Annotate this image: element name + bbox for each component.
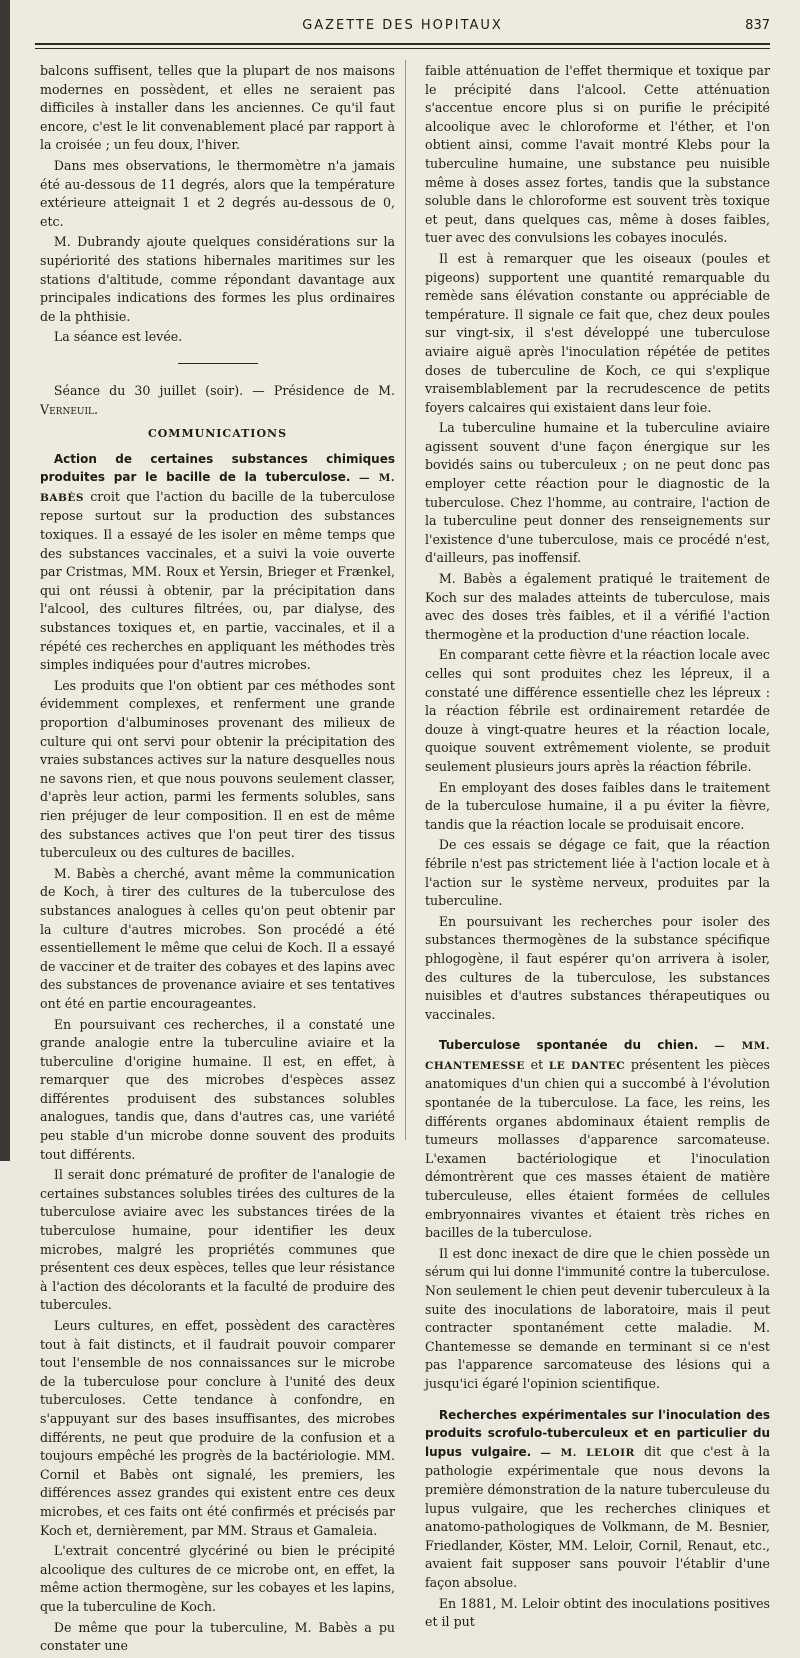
paragraph-text: présentent les pièces anatomiques d'un chien qui a succombé à l'évolution spontanée de la tuberculose. La face, les reins, les différents organes abdominaux étaient remplis de tumeurs mollasses d'apparence sarcomateuse. L'examen bactériologique et l'inoculation démontrèrent que ces masses étaient de matière tuberculeuse, elles étaient formées de cellules embryonnaires vivantes et étaient très riches en bacilles de la tuberculose. [425, 1056, 770, 1241]
article-lead-paragraph [425, 1036, 770, 1243]
paragraph: faible atténuation de l'effet thermique et toxique par le précipité dans l'alcool. Cette atténuation s'accentue encore plus si on purifie le précipité alcoolique avec le chloroforme et l'éther, et l'on obtient ainsi, comme l'avait montré Klebs pour la tuberculine humaine, une substance peu nuisible même à doses assez fortes, tandis que la substance soluble dans le chloroforme est souvent très toxique et peut, dans quelques cas, même à doses faibles, tuer avec des convulsions les cobayes inoculés. [425, 63, 770, 246]
section-heading: COMMUNICATIONS [147, 427, 288, 441]
column-divider [405, 60, 406, 1140]
running-title: GAZETTE DES HOPITAUX [302, 18, 503, 33]
paragraph: Leurs cultures, en effet, possèdent des caractères tout à fait distincts, et il faudrait pouvoir comparer tout l'ensemble de nos connaissances sur le microbe de la tuberculose pour conclure à l'unité des deux tuberculoses. Cette tendance à confondre, en s'appuyant sur des bases insuffisantes, des microbes différents, ne peut que produire de la confusion et a toujours empêché les progrès de la bactériologie. MM. Cornil et Babès ont signalé, les premiers, les différences assez grandes qui existent entre ces deux microbes, et ces faits ont été confirmés et précisés par Koch et, dernièrement, par MM. Straus et Gamaleia. [40, 1318, 395, 1538]
paragraph-text: croit que l'action du bacille de la tuberculose repose surtout sur la production des substances toxiques. Il a essayé de les isoler en même temps que des substances vaccinales, et a suivi la voie ouverte par Cristmas, MM. Roux et Yersin, Brieger et Frænkel, qui ont réussi à obtenir, par la précipitation dans l'alcool, des cultures filtrées, ou, par dialyse, des substances toxiques et, en partie, vaccinales, et il a répété ces recherches en appliquant les méthodes très simples indiquées pour d'autres microbes. [40, 488, 395, 673]
page-header [35, 18, 770, 40]
session-line [40, 382, 395, 419]
article-title: Recherches expérimentales sur l'inoculation des produits scrofulo-tuberculeux et en particulier du lupus vulgaire. [425, 1407, 770, 1459]
article-lead-paragraph [40, 450, 395, 675]
article-title: Tuberculose spontanée du chien. [438, 1038, 699, 1053]
article-title: Action de certaines substances chimiques produites par le bacille de la tuberculose. [40, 451, 395, 485]
article-author: — MM. CHANTEMESSE [425, 1040, 770, 1072]
article-author: — M. BABÈS [40, 472, 396, 504]
left-column [40, 62, 395, 1658]
article-author: — M. LELOIR [540, 1446, 635, 1459]
paragraph: Il est donc inexact de dire que le chien possède un sérum qui lui donne l'immunité contre la tuberculose. Non seulement le chien peut devenir tuberculeux à la suite des inoculations de laboratoire, mais il peut contracter spontanément cette maladie. M. Chantemesse se demande en terminant si ce n'est pas l'apparence sarcomateuse des lésions qui a jusqu'ici égaré l'opinion scientifique. [425, 1245, 770, 1391]
paragraph: La séance est levée. [53, 329, 183, 345]
session-president: Verneuil. [40, 401, 99, 417]
conjunction: et [524, 1056, 549, 1072]
paragraph: M. Babès a également pratiqué le traitement de Koch sur des malades atteints de tuberculose, mais avec des doses très faibles, et il a vérifié l'action thermogène et la production d'une réaction locale. [425, 571, 770, 642]
paragraph: M. Babès a cherché, avant même la communication de Koch, à tirer des cultures de la tuberculose des substances analogues à celles qu'on peut obtenir par la culture d'autres microbes. Son procédé a été essentiellement le même que celui de Koch. Il a essayé de vacciner et de traiter des cobayes et des lapins avec des substances de provenance aviaire et ses tentatives ont été en partie encourageantes. [40, 865, 395, 1011]
paragraph: Il est à remarquer que les oiseaux (poules et pigeons) supportent une quantité remarquable du remède sans élévation constante ou appréciable de température. Il signale ce fait que, chez deux poules sur vingt-six, il s'est développé une tuberculose aviaire aiguë après l'inoculation répétée de petites doses de tuberculine de Koch, ce qui s'explique vraisemblablement par la recrudescence de petits foyers calcaires qui existaient dans leur foie. [425, 250, 770, 415]
paragraph: De même que pour la tuberculine, M. Babès a pu constater une [40, 1619, 395, 1654]
article-lead-paragraph [425, 1406, 770, 1593]
paragraph: Les produits que l'on obtient par ces méthodes sont évidemment complexes, et renferment une grande proportion d'albuminoses provenant des milieux de culture qui ont servi pour obtenir la précipitation des vraies substances actives sur la nature desquelles nous ne savons rien, et que nous pouvons seulement classer, d'après leur action, parmi les ferments solubles, sans rien préjuger de leur composition. Il en est de même des substances actives que l'on peut tirer des tissus tuberculeux ou des cultures de bacilles. [40, 677, 395, 861]
spacer [425, 1396, 770, 1406]
paragraph: La tuberculine humaine et la tuberculine aviaire agissent souvent d'une façon énergique sur les bovidés sains ou tuberculeux ; on ne peut donc pas employer cette réaction pour le diagnostic de la tuberculose. Chez l'homme, au contraire, l'action de la tuberculine peut donner des renseignements sur l'existence d'une tuberculose, mais ce procédé n'est, d'ailleurs, pas inoffensif. [425, 420, 770, 566]
paragraph-text: dit que c'est à la pathologie expérimentale que nous devons la première démonstration de la nature tuberculeuse du lupus vulgaire, que les recherches cliniques et anatomo-pathologiques de Volkmann, de M. Besnier, Friedlander, Köster, MM. Leloir, Cornil, Renaut, etc., avaient fait supposer sans pouvoir l'établir d'une façon absolue. [425, 1443, 770, 1590]
paragraph: M. Dubrandy ajoute quelques considérations sur la supériorité des stations hibernales maritimes sur les stations d'altitude, comme répondant davantage aux principales indications des formes les plus ordinaires de la phthisie. [40, 234, 395, 324]
paragraph: En poursuivant ces recherches, il a constaté une grande analogie entre la tuberculine aviaire et la tuberculine d'origine humaine. Il est, en effet, à remarquer que des microbes d'espèces assez différentes produisent des substances solubles analogues, tandis que, dans d'autres cas, une variété peu stable d'un microbe donne souvent des produits tout différents. [40, 1016, 395, 1162]
session-text: Séance du 30 juillet (soir). — Présidence de M. [53, 382, 395, 398]
right-column [425, 62, 770, 1634]
paragraph: Il serait donc prématuré de profiter de l'analogie de certaines substances solubles tirées des cultures de la tuberculose aviaire avec les substances tirées de la tuberculose humaine, pour identifier les deux microbes, malgré les propriétés communes que présentent ces deux espèces, telles que leur résistance à l'action des décolorants et la faculté de produire des tubercules. [40, 1167, 395, 1313]
paragraph: L'extrait concentré glycériné ou bien le précipité alcoolique des cultures de ce microbe ont, en effet, la même action thermogène, sur les cobayes et les lapins, que la tuberculine de Koch. [40, 1543, 395, 1614]
paragraph: Dans mes observations, le thermomètre n'a jamais été au-dessous de 11 degrés, alors que la température extérieure atteignait 1 et 2 degrés au-dessous de 0, etc. [40, 157, 395, 229]
paragraph: En employant des doses faibles dans le traitement de la tuberculose humaine, il a pu éviter la fièvre, tandis que la réaction locale se produisait encore. [425, 779, 770, 832]
article-author-2: LE DANTEC [548, 1059, 626, 1072]
section-separator [178, 363, 258, 364]
paragraph: En poursuivant les recherches pour isoler des substances thermogènes de la substance spécifique phlogogène, il faut espérer qu'on arrivera à isoler, des cultures de la tuberculose, les substances nuisibles et d'autres substances thérapeutiques ou vaccinales. [425, 913, 770, 1022]
page-number: 837 [745, 18, 770, 33]
spacer [425, 1026, 770, 1036]
paragraph: balcons suffisent, telles que la plupart de nos maisons modernes en possèdent, et elles ne seraient pas difficiles à installer dans les anciennes. Ce qu'il faut encore, c'est le lit convenablement placé par rapport à la croisée ; un feu doux, l'hiver. [40, 63, 395, 153]
header-rule-thick [35, 43, 770, 45]
paragraph: En 1881, M. Leloir obtint des inoculations positives et il put [425, 1595, 770, 1630]
header-rule-thin [35, 48, 770, 49]
binding-edge [0, 0, 10, 1161]
paragraph: En comparant cette fièvre et la réaction locale avec celles qui sont produites chez les lépreux, il a constaté une différence essentielle chez les lépreux : la réaction fébrile est ordinairement retardée de douze à vingt-quatre heures et la réaction locale, quoique souvent extrêmement violente, se produit seulement plusieurs jours après la réaction fébrile. [425, 647, 770, 774]
paragraph: De ces essais se dégage ce fait, que la réaction fébrile n'est pas strictement liée à l'action locale et à l'action sur le système nerveux, produites par la tuberculine. [425, 837, 770, 909]
